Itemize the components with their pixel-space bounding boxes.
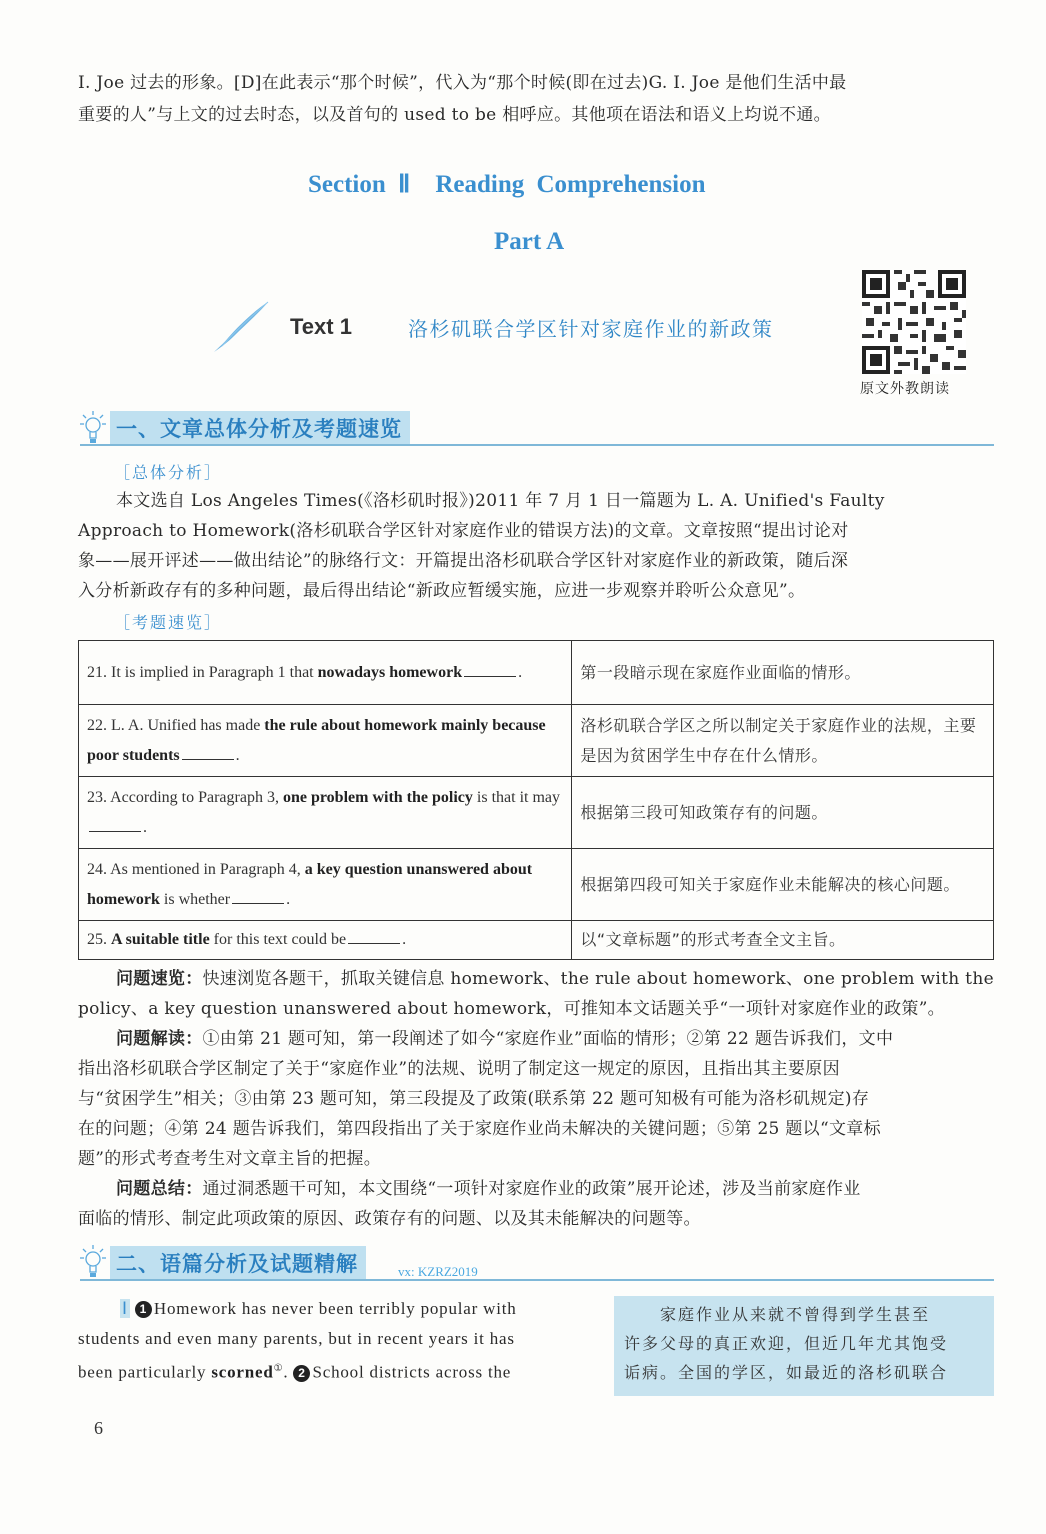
translation-line: 诟病。全国的学区，如最近的洛杉矶联合 [624, 1363, 949, 1382]
passage-english [78, 1294, 594, 1388]
vocab-word[interactable]: scorned [211, 1362, 274, 1382]
question-25-zh: 以“文章标题”的形式考查全文主旨。 [572, 921, 994, 960]
translation-box [614, 1296, 994, 1396]
question-24-en: 24. As mentioned in Paragraph 4, a key question unanswered about homework is whether . [79, 849, 572, 921]
interpret-text: ①由第 21 题可知，第一段阐述了如今“家庭作业”面临的情形；②第 22 题告诉我们，文中 [202, 1029, 894, 1049]
overall-line-4: 入分析新政存有的多种问题，最后得出结论“新政应暂缓实施，应进一步观察并聆听公众意见”。 [78, 581, 806, 601]
quick-browse-line-1 [116, 964, 994, 994]
page-number: 6 [94, 1418, 103, 1438]
question-21-en: 21. It is implied in Paragraph 1 that nowadays homework . [79, 641, 572, 705]
overall-analysis-label: ［总体分析］ [114, 463, 223, 482]
answer-blank [182, 746, 234, 760]
summary-label: 问题总结： [116, 1179, 203, 1199]
paragraph-marker: Ⅰ [122, 1299, 128, 1318]
question-21-zh: 第一段暗示现在家庭作业面临的情形。 [572, 641, 994, 705]
sentence-text: Homework has never been terribly popular with [153, 1299, 517, 1318]
section-2-heading: 二、语篇分析及试题精解 [110, 1246, 366, 1280]
sentence-text: students and even many parents, but in recent years it has [78, 1329, 515, 1348]
sentence-text: . [283, 1362, 294, 1382]
text-title-zh: 洛杉矶联合学区针对家庭作业的新政策 [408, 317, 774, 341]
sentence-number-icon: 2 [293, 1365, 310, 1382]
footnote-marker[interactable]: ① [273, 1363, 284, 1374]
question-preview-label: ［考题速览］ [114, 613, 223, 632]
table-row [79, 641, 994, 705]
overall-line-2: Approach to Homework(洛杉矶联合学区针对家庭作业的错误方法)的文章。文章按照“提出讨论对 [78, 521, 849, 541]
question-22-zh: 洛杉矶联合学区之所以制定关于家庭作业的法规，主要是因为贫困学生中存在什么情形。 [572, 705, 994, 777]
table-row [79, 777, 994, 849]
quick-browse-label: 问题速览： [116, 969, 203, 989]
intro-line-2: 重要的人”与上文的过去时态，以及首句的 used to be 相呼应。其他项在语法和语义上均说不通。 [78, 105, 831, 125]
question-22-en: 22. L. A. Unified has made the rule about homework mainly because poor students . [79, 705, 572, 777]
qr-caption: 原文外教朗读 [860, 381, 950, 397]
part-title: Part A [494, 228, 565, 255]
quick-browse-text: 快速浏览各题干，抓取关键信息 homework、the rule about homework、one problem with the [202, 969, 994, 989]
answer-blank [89, 818, 141, 832]
translation-line: 家庭作业从来就不曾得到学生甚至 [624, 1305, 931, 1324]
section-title: Section Ⅱ Reading Comprehension [308, 171, 706, 198]
question-24-zh: 根据第四段可知关于家庭作业未能解决的核心问题。 [572, 849, 994, 921]
sentence-text: School districts across the [312, 1362, 512, 1382]
interpret-label: 问题解读： [116, 1029, 203, 1049]
interpret-line-3: 与“贫困学生”相关；③由第 23 题可知，第三段提及了政策(联系第 22 题可知极有可能为洛杉矶规定)存 [78, 1089, 870, 1109]
interpret-line-4: 在的问题；④第 24 题告诉我们，第四段指出了关于家庭作业尚未解决的关键问题；⑤第 25 题以“文章标 [78, 1119, 881, 1139]
translation-line: 许多父母的真正欢迎，但近几年尤其饱受 [624, 1334, 949, 1353]
lightbulb-icon [80, 410, 106, 446]
section-1-heading: 一、文章总体分析及考题速览 [110, 411, 410, 445]
section-2-rule [80, 1279, 994, 1281]
question-table [78, 640, 994, 960]
quick-browse-line-2: policy、a key question unanswered about homework，可推知本文话题关乎“一项针对家庭作业的政策”。 [78, 999, 945, 1019]
intro-line-1: I. Joe 过去的形象。[D]在此表示“那个时候”，代入为“那个时候(即在过去)G. I. Joe 是他们生活中最 [78, 73, 847, 93]
overall-text: 本文选自 Los Angeles Times(《洛杉矶时报》)2011 年 7 月 1 日一篇题为 L. A. Unified's Faulty [116, 491, 885, 511]
question-25-en: 25. A suitable title for this text could be . [79, 921, 572, 960]
answer-blank [232, 890, 284, 904]
overall-line-3: 象——展开评述——做出结论”的脉络行文：开篇提出洛杉矶联合学区针对家庭作业的新政策，随后深 [78, 551, 849, 571]
table-row [79, 849, 994, 921]
overall-line-1 [116, 486, 885, 516]
summary-line-1 [116, 1174, 861, 1204]
summary-line-2: 面临的情形、制定此项政策的原因、政策存有的问题、以及其未能解决的问题等。 [78, 1209, 701, 1229]
answer-blank [464, 663, 516, 677]
sentence-text: been particularly [78, 1362, 212, 1382]
interpret-line-5: 题”的形式考查考生对文章主旨的把握。 [78, 1149, 382, 1169]
qr-code[interactable] [862, 270, 966, 374]
summary-text: 通过洞悉题干可知，本文围绕“一项针对家庭作业的政策”展开论述，涉及当前家庭作业 [202, 1179, 861, 1199]
interpret-line-1 [116, 1024, 893, 1054]
quill-pen-icon [210, 298, 272, 354]
lightbulb-icon [80, 1244, 106, 1280]
question-23-en: 23. According to Paragraph 3, one problem with the policy is that it may. [79, 777, 572, 849]
table-row [79, 705, 994, 777]
text-label: Text 1 [290, 314, 352, 339]
answer-blank [348, 930, 400, 944]
interpret-line-2: 指出洛杉矶联合学区制定了关于“家庭作业”的法规、说明了制定这一规定的原因，且指出其主要原因 [78, 1059, 840, 1079]
table-row [79, 921, 994, 960]
section-1-rule [80, 444, 994, 446]
sentence-number-icon: 1 [135, 1301, 152, 1318]
question-23-zh: 根据第三段可知政策存有的问题。 [572, 777, 994, 849]
watermark: vx: KZRZ2019 [398, 1264, 478, 1279]
